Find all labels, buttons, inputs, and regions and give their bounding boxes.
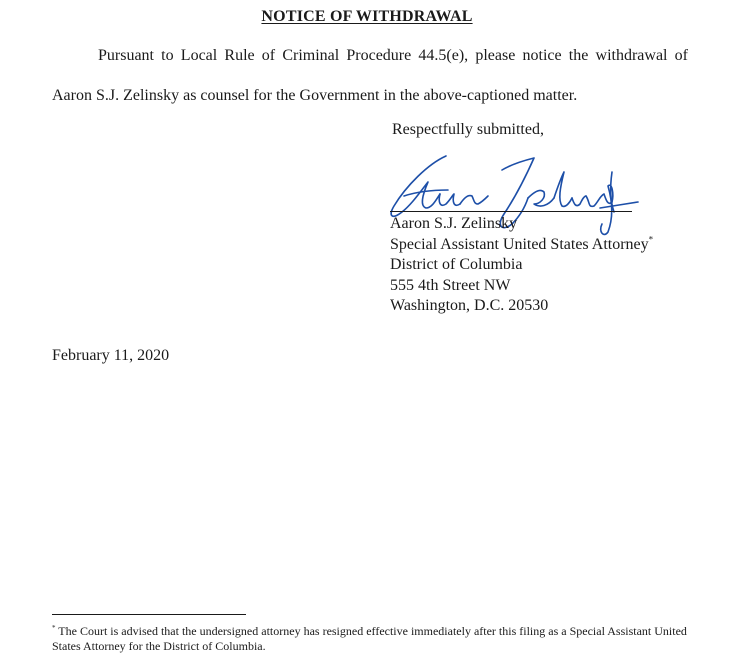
closing-phrase: Respectfully submitted, — [392, 121, 544, 138]
signer-title: Special Assistant United States Attorney — [390, 235, 649, 253]
filing-date: February 11, 2020 — [52, 347, 170, 364]
body-paragraph-line-1: Pursuant to Local Rule of Criminal Procedure 44.5(e), please notice the withdrawal of — [98, 47, 688, 64]
signer-street-address: 555 4th Street NW — [390, 276, 511, 294]
signature-line — [390, 211, 632, 212]
signer-city-address: Washington, D.C. 20530 — [390, 297, 549, 314]
footnote-reference-mark: * — [648, 234, 654, 245]
footnote-separator — [52, 614, 246, 615]
document-title: NOTICE OF WITHDRAWAL — [261, 8, 473, 25]
footnote-mark: * — [52, 624, 56, 632]
signer-office: District of Columbia — [390, 256, 523, 273]
signature-block — [390, 214, 653, 317]
footnote-text: The Court is advised that the undersigned attorney has resigned effective immediately after this filing as a Special Assistant United States Attorney for the District of Columbia. — [52, 624, 687, 653]
signer-title-line — [390, 235, 653, 256]
body-paragraph-line-2: Aaron S.J. Zelinsky as counsel for the Government in the above-captioned matter. — [52, 87, 578, 104]
footnote — [52, 624, 702, 654]
signer-name: Aaron S.J. Zelinsky — [390, 215, 518, 232]
